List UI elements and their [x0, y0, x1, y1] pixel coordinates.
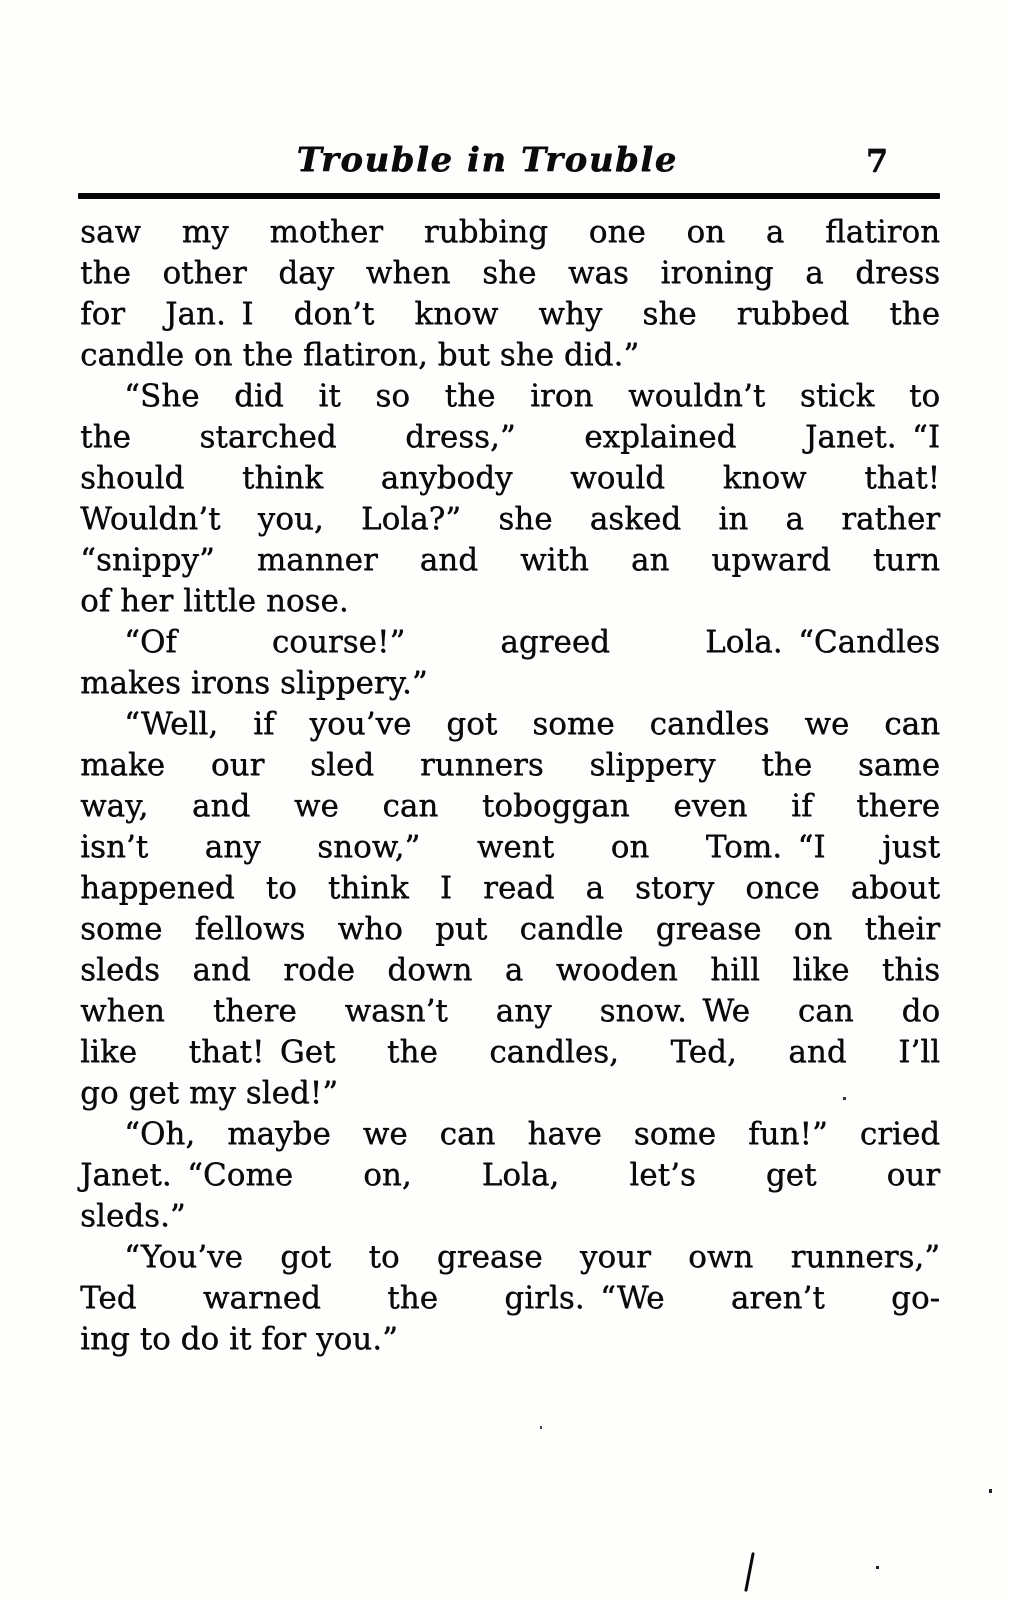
scan-artifact-pen-stroke [744, 1552, 755, 1592]
text-line: “Oh, maybe we can have some fun!” cried [124, 1116, 940, 1152]
text-line: “Of course!” agreed Lola. “Candles [124, 624, 940, 660]
text-line: ing to do it for you.” [80, 1321, 398, 1357]
paragraph [80, 1237, 940, 1360]
text-line: Wouldn’t you, Lola?” she asked in a rather [80, 501, 940, 537]
text-line: Ted warned the girls. “We aren’t go- [80, 1280, 940, 1316]
text-line: isn’t any snow,” went on Tom. “I just [80, 829, 940, 865]
scan-artifact-speck [989, 1489, 992, 1493]
scan-artifact-speck [876, 1566, 879, 1569]
text-line: sleds and rode down a wooden hill like this [80, 952, 940, 988]
text-line: like that! Get the candles, Ted, and I’ll [80, 1034, 940, 1070]
text-line: go get my sled!” [80, 1075, 338, 1111]
text-line: some fellows who put candle grease on their [80, 911, 940, 947]
text-line: of her little nose. [80, 583, 349, 619]
text-line: makes irons slippery.” [80, 665, 428, 701]
text-line: when there wasn’t any snow. We can do [80, 993, 940, 1029]
text-line: the other day when she was ironing a dress [80, 255, 940, 291]
text-line: should think anybody would know that! [80, 460, 940, 496]
text-line: the starched dress,” explained Janet. “I [80, 419, 940, 455]
scan-artifact-speck [540, 1426, 542, 1429]
paragraph [80, 1114, 940, 1237]
text-line: “Well, if you’ve got some candles we can [124, 706, 940, 742]
paragraph [80, 622, 940, 704]
text-line: “She did it so the iron wouldn’t stick to [124, 378, 940, 414]
text-line: “snippy” manner and with an upward turn [80, 542, 940, 578]
text-line: saw my mother rubbing one on a flatiron [80, 214, 940, 250]
paragraph [80, 212, 940, 376]
text-line: way, and we can toboggan even if there [80, 788, 940, 824]
text-line: “You’ve got to grease your own runners,” [124, 1239, 940, 1275]
running-header [80, 140, 940, 188]
text-line: happened to think I read a story once about [80, 870, 940, 906]
paragraph [80, 376, 940, 622]
paragraph [80, 704, 940, 1114]
text-line: sleds.” [80, 1198, 186, 1234]
header-rule [78, 193, 940, 199]
text-line: Janet. “Come on, Lola, let’s get our [80, 1157, 940, 1193]
text-line: make our sled runners slippery the same [80, 747, 940, 783]
text-line: for Jan. I don’t know why she rubbed the [80, 296, 940, 332]
body-text [80, 212, 940, 1360]
chapter-title: Trouble in Trouble [296, 140, 678, 180]
scan-artifact-speck [843, 1097, 846, 1100]
text-line: candle on the flatiron, but she did.” [80, 337, 640, 373]
page-number: 7 [865, 142, 888, 180]
